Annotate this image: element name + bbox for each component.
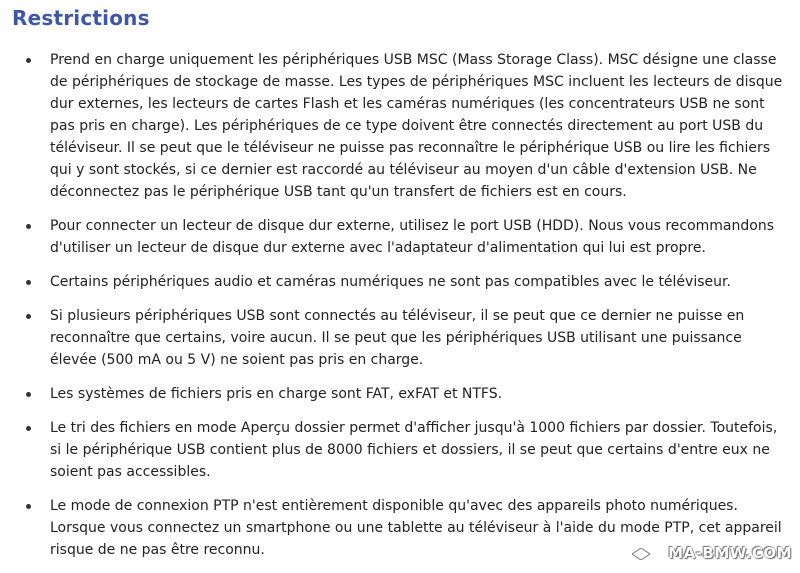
- list-item-text: Prend en charge uniquement les périphériques USB MSC (Mass Storage Class). MSC désigne une classe de périphériques de stockage de masse. Les types de périphériques MSC incluent les lecteurs de disque dur externes, les lecteurs de cartes Flash et les caméras numériques (les concentrateurs USB ne sont pas pris en charge). Les périphériques de ce type doivent être connectés directement au port USB du téléviseur. Il se peut que le téléviseur ne puisse pas reconnaître le périphérique USB ou lire les fichiers qui y sont stockés, si ce dernier est raccordé au téléviseur au moyen d'un câble d'extension USB. Ne déconnectez pas le périphérique USB tant qu'un transfert de fichiers est en cours.: [50, 52, 783, 200]
- bullet-icon: [26, 280, 31, 285]
- bullet-icon: [26, 314, 31, 319]
- bullet-icon: [26, 224, 31, 229]
- list-item: [0, 417, 800, 483]
- bullet-icon: [26, 426, 31, 431]
- bullet-icon: [26, 504, 31, 509]
- bullet-icon: [26, 392, 31, 397]
- list-item-text: Les systèmes de fichiers pris en charge sont FAT, exFAT et NTFS.: [50, 386, 503, 402]
- list-item-text: Le mode de connexion PTP n'est entièrement disponible qu'avec des appareils photo numériques. Lorsque vous connectez un smartphone ou une tablette au téléviseur à l'aide du mode PTP, cet appareil risque de ne pas être reconnu.: [50, 498, 782, 558]
- list-item: [0, 49, 800, 203]
- list-item-text: Si plusieurs périphériques USB sont connectés au téléviseur, il se peut que ce dernier ne puisse en reconnaître que certains, voire aucun. Il se peut que les périphériques USB utilisant une puissance élevée (500 mA ou 5 V) ne soient pas pris en charge.: [50, 308, 745, 368]
- list-item-text: Le tri des fichiers en mode Aperçu dossier permet d'afficher jusqu'à 1000 fichiers par dossier. Toutefois, si le périphérique USB contient plus de 8000 fichiers et dossiers, il se peut que certains d'entre eux ne soient pas accessibles.: [50, 420, 778, 480]
- page-title: Restrictions: [12, 6, 150, 30]
- list-item: [0, 305, 800, 371]
- restrictions-list: [0, 49, 800, 573]
- list-item-text: Pour connecter un lecteur de disque dur externe, utilisez le port USB (HDD). Nous vous recommandons d'utiliser un lecteur de disque dur externe avec l'adaptateur d'alimentation qui lui est propre.: [50, 218, 774, 256]
- list-item-text: Certains périphériques audio et caméras numériques ne sont pas compatibles avec le téléviseur.: [50, 274, 731, 290]
- watermark-logo-icon: [632, 548, 650, 560]
- list-item: [0, 383, 800, 405]
- bullet-icon: [26, 58, 31, 63]
- list-item: [0, 215, 800, 259]
- list-item: [0, 271, 800, 293]
- watermark: MA-BMW.COM: [668, 544, 792, 562]
